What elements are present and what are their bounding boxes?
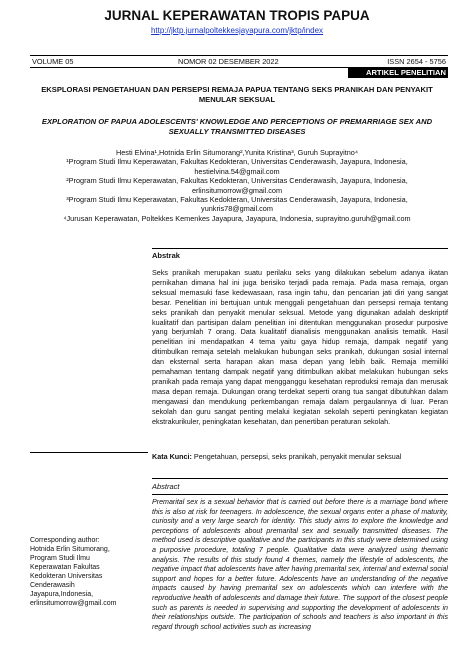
corresponding-dept: Program Studi Ilmu xyxy=(30,555,90,562)
corresponding-dept: Cenderawasih xyxy=(30,582,75,589)
corresponding-label: Corresponding author: xyxy=(30,537,100,544)
affiliation-4: ⁴Jurusan Keperawatan, Poltekkes Kemenkes Jayapura, Jayapura, Indonesia, suprayitno.guruh@gmail.com xyxy=(63,213,411,223)
divider xyxy=(152,478,448,479)
corresponding-email[interactable]: erlinsitumorrow@gmail.com xyxy=(30,600,117,607)
affiliation-3: ³Program Studi Ilmu Keperawatan, Fakultas Kedokteran, Universitas Cenderawasih, Jayapura, Indonesia, yunkris78@gmail.com xyxy=(66,195,408,214)
journal-title: JURNAL KEPERAWATAN TROPIS PAPUA xyxy=(104,8,370,23)
corresponding-name: Hotnida Erlin Situmorang, xyxy=(30,546,110,553)
affiliation-2: ²Program Studi Ilmu Keperawatan, Fakultas Kedokteran, Universitas Cenderawasih, Jayapura, Indonesia, erlinsitumorrow@gmail.com xyxy=(66,176,408,195)
corresponding-city: Jayapura,Indonesia, xyxy=(30,591,94,598)
author-block xyxy=(30,148,444,223)
issue-label: NOMOR 02 DESEMBER 2022 xyxy=(178,57,279,66)
keywords-label: Kata Kunci: xyxy=(152,452,192,461)
volume-label: VOLUME 05 xyxy=(32,57,74,66)
title-english: EXPLORATION OF PAPUA ADOLESCENTS' KNOWLEDGE AND PERCEPTIONS OF PREMARRIAGE SEX AND SEXUALLY TRANSMITTED DISEASES xyxy=(41,117,433,136)
abstract-body: Premarital sex is a sexual behavior that is carried out before there is a marriage bond where this is also at risk for teenagers. In adolescence, the sexual organs enter a phase of maturity, curiosity and a very large search for identity. This study aims to explore the knowledge and perceptions of adolescents about premarital sex and sexually transmitted diseases. The method used is descriptive qualitative and the participants in this study were determined using a purposive procedure, totaling 7 people. Qualitative data were analyzed using thematic analysis. The results of this study found 4 themes, namely the lifestyle of adolescents, the negative impact that adolescents have after having premarital sex, internal and external social support and hopes for a better future. Adolescents have an understanding of the negative impacts caused by having premarital sex on adolescents which can interfere with the reproductive health of adolescents and damage their future. The support of the closest people such as parents is needed in supervising and supporting the development of adolescents in their relationships outside. The participation of schools and teachers is also important in this regard through school activities such as increasing xyxy=(152,498,448,631)
abstrak-body: Seks pranikah merupakan suatu perilaku seks yang dilakukan sebelum adanya ikatan pernikahan dimana hal ini juga berisiko terjadi pada remaja. Pada masa remaja, organ seksual memasuki fase kedewasaan, rasa ingin tahu, dan pencarian jati diri yang sangat besar. Penelitian ini bertujuan untuk menggali pengetahuan dan persepsi remaja tentang seks pranikah dan penyakit menular seksual. Metode yang digunakan adalah deskriptif kualitatif dan partisipan dalam penelitian ini ditentukan menggunakan prosedur purposive yang berjumlah 7 orang. Data kualitatif dianalisis menggunakan analisis tematik. Hasil penelitian ini mendapatkan 4 tema yaitu gaya hidup remaja, dampak negatif yang ditimbulkan remaja setelah melakukan hubungan seks pranikah, dukungan sosial internal dan eksternal serta harapan akan masa depan yang lebih baik. Remaja memiliki pemahaman tentang dampak negatif yang ditimbulkan akibat melakukan hubungan seks pranikah pada remaja yang dapat mengganggu kesehatan reproduksi remaja dan merusak masa depan remaja. Dukungan orang terdekat seperti orang tua sangat dibutuhkan dalam mengawasi dan mendukung perkembangan remaja dalam pergaulannya di luar. Peran sekolah dan guru sangat penting melalui kegiatan sekolah seperti peningkatan kegiatan ekstrakurikuler, peningkatan kesehatan, dan penertiban peraturan sekolah. xyxy=(152,268,448,426)
keywords-text: Pengetahuan, persepsi, seks pranikah, penyakit menular seksual xyxy=(191,452,402,461)
divider xyxy=(30,452,148,453)
journal-url-link[interactable]: http://jktp.jurnalpoltekkesjayapura.com/jktp/index xyxy=(150,26,324,35)
issn-label: ISSN 2654 - 5756 xyxy=(387,57,446,66)
corresponding-dept: Keperawatan Fakultas xyxy=(30,564,100,571)
author-names: Hesti Elvina¹,Hotnida Erlin Situmorang²,Yunita Kristina³, Guruh Suprayitno⁴ xyxy=(115,148,359,157)
abstrak-heading: Abstrak xyxy=(152,251,180,260)
divider xyxy=(152,248,448,249)
keywords xyxy=(152,452,448,462)
corresponding-dept: Kedokteran Universitas xyxy=(30,573,103,580)
abstract-heading: Abstract xyxy=(152,482,180,491)
divider xyxy=(152,494,448,495)
corresponding-author xyxy=(30,536,142,608)
title-indonesian: EKSPLORASI PENGETAHUAN DAN PERSEPSI REMAJA PAPUA TENTANG SEKS PRANIKAH DAN PENYAKIT MENULAR SEKSUAL xyxy=(41,85,433,104)
affiliation-1: ¹Program Studi Ilmu Keperawatan, Fakultas Kedokteran, Universitas Cenderawasih, Jayapura, Indonesia, hestielvina.54@gmail.com xyxy=(66,157,408,176)
article-type-badge: ARTIKEL PENELITIAN xyxy=(348,67,448,78)
